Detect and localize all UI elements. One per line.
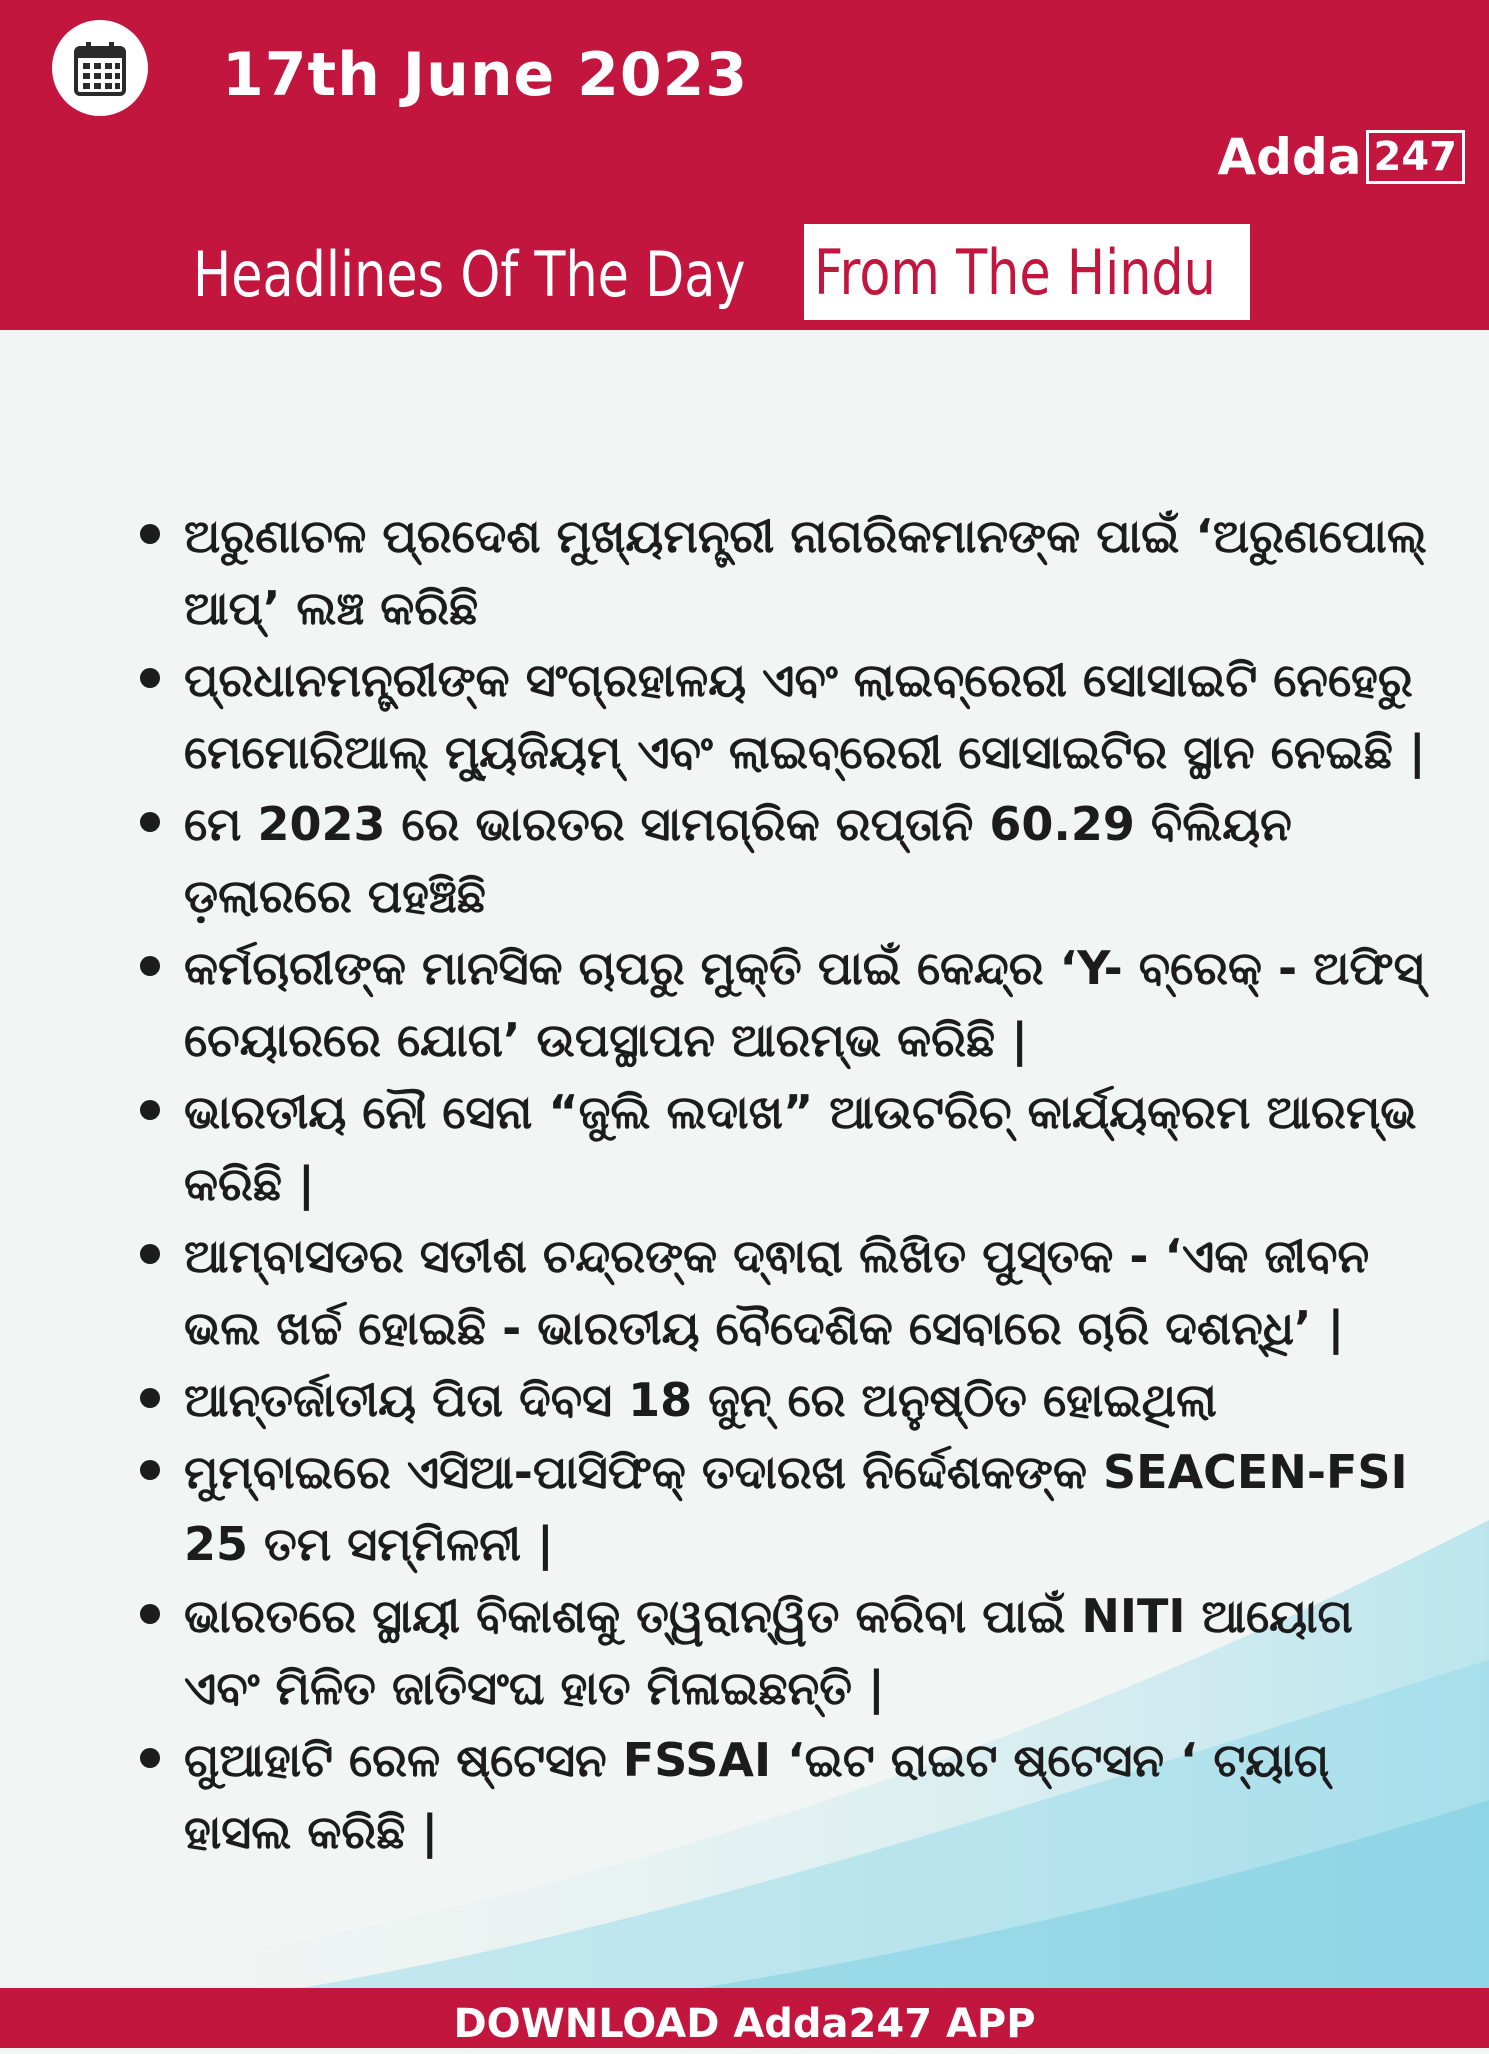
list-item: [140, 788, 1430, 932]
list-item: [140, 1436, 1430, 1580]
bullet-icon: [140, 1460, 160, 1480]
bullet-icon: [140, 668, 160, 688]
headline-text: ଆମ୍ବାସଡର ସତୀଶ ଚନ୍ଦ୍ରଙ୍କ ଦ୍ଵାରା ଲିଖିତ ପୁସ୍ତକ - ‘ଏକ ଜୀବନ ଭଲ ଖର୍ଚ୍ଚ ହୋଇଛି - ଭାରତୀୟ ବୈଦେଶିକ ସେବାରେ ଚାରି ଦଶନ୍ଧି’ |: [184, 1229, 1370, 1355]
bullet-icon: [140, 812, 160, 832]
headline-text: ଭାରତରେ ସ୍ଥାୟୀ ବିକାଶକୁ ତ୍ୱରାନ୍ୱିତ କରିବା ପାଇଁ NITI ଆୟୋଗ ଏବଂ ମିଳିତ ଜାତିସଂଘ ହାତ ମିଳାଇଛନ୍ତି |: [184, 1589, 1353, 1715]
headline-text: ମୁମ୍ବାଇରେ ଏସିଆ-ପାସିଫିକ୍ ତଦାରଖ ନିର୍ଦ୍ଦେଶକଙ୍କ SEACEN-FSI 25 ତମ ସମ୍ମିଳନୀ |: [184, 1445, 1408, 1571]
source-label: From The Hindu: [814, 236, 1216, 309]
list-item: [140, 1580, 1430, 1724]
calendar-badge: [52, 20, 148, 116]
list-item: [140, 500, 1430, 644]
source-badge: [804, 224, 1250, 320]
headline-title: Headlines Of The Day: [193, 238, 746, 311]
calendar-icon: [74, 40, 126, 96]
headline-text: ଭାରତୀୟ ନୌ ସେନା “ଜୁଲି ଲଦାଖ” ଆଉଟରିଚ୍ କାର୍ଯ୍ୟକ୍ରମ ଆରମ୍ଭ କରିଛି |: [184, 1085, 1417, 1211]
headline-text: ଗୁଆହାଟି ରେଳ ଷ୍ଟେସନ FSSAI ‘ଇଟ ରାଇଟ ଷ୍ଟେସନ ‘ ଟ୍ୟାଗ୍ ହାସଲ କରିଛି |: [184, 1733, 1330, 1859]
date-label: 17th June 2023: [222, 40, 749, 110]
bullet-icon: [140, 1748, 160, 1768]
logo-text: Adda: [1217, 128, 1362, 186]
list-item: [140, 1076, 1430, 1220]
list-item: [140, 1724, 1430, 1868]
list-item: [140, 644, 1430, 788]
logo-number: 247: [1366, 130, 1466, 184]
list-item: [140, 932, 1430, 1076]
bullet-icon: [140, 1244, 160, 1264]
headlines-list: [140, 500, 1430, 1868]
download-banner[interactable]: [0, 1988, 1489, 2048]
list-item: [140, 1364, 1430, 1436]
adda247-logo: [1217, 128, 1465, 186]
headline-text: ଆନ୍ତର୍ଜାତୀୟ ପିତା ଦିବସ 18 ଜୁନ୍ ରେ ଅନୁଷ୍ଠିତ ହୋଇଥିଲା: [184, 1373, 1217, 1427]
download-app-link[interactable]: DOWNLOAD Adda247 APP: [453, 2001, 1036, 2047]
bullet-icon: [140, 524, 160, 544]
headline-text: ମେ 2023 ରେ ଭାରତର ସାମଗ୍ରିକ ରପ୍ତାନି 60.29 ବିଲିୟନ ଡ଼ଲାରରେ ପହଞ୍ଚିଛି: [184, 797, 1292, 923]
bullet-icon: [140, 1388, 160, 1408]
bullet-icon: [140, 1604, 160, 1624]
bullet-icon: [140, 1100, 160, 1120]
list-item: [140, 1220, 1430, 1364]
header-banner: [0, 0, 1489, 330]
headline-text: କର୍ମଚାରୀଙ୍କ ମାନସିକ ଚାପରୁ ମୁକ୍ତି ପାଇଁ କେନ୍ଦ୍ର ‘Y- ବ୍ରେକ୍ - ଅଫିସ୍ ଚେୟାରରେ ଯୋଗ’ ଉପସ୍ଥାପନ ଆରମ୍ଭ କରିଛି |: [184, 941, 1424, 1067]
headline-text: ଅରୁଣାଚଳ ପ୍ରଦେଶ ମୁଖ୍ୟମନ୍ତ୍ରୀ ନାଗରିକମାନଙ୍କ ପାଇଁ ‘ଅରୁଣପୋଲ୍ ଆପ୍’ ଲଞ୍ଚ କରିଛି: [184, 509, 1427, 635]
headline-text: ପ୍ରଧାନମନ୍ତ୍ରୀଙ୍କ ସଂଗ୍ରହାଳୟ ଏବଂ ଲାଇବ୍ରେରୀ ସୋସାଇଟି ନେହେରୁ ମେମୋରିଆଲ୍ ମ୍ୟୁଜିୟମ୍ ଏବଂ ଲାଇବ୍ରେରୀ ସୋସାଇଟିର ସ୍ଥାନ ନେଇଛି |: [184, 653, 1426, 779]
bullet-icon: [140, 956, 160, 976]
